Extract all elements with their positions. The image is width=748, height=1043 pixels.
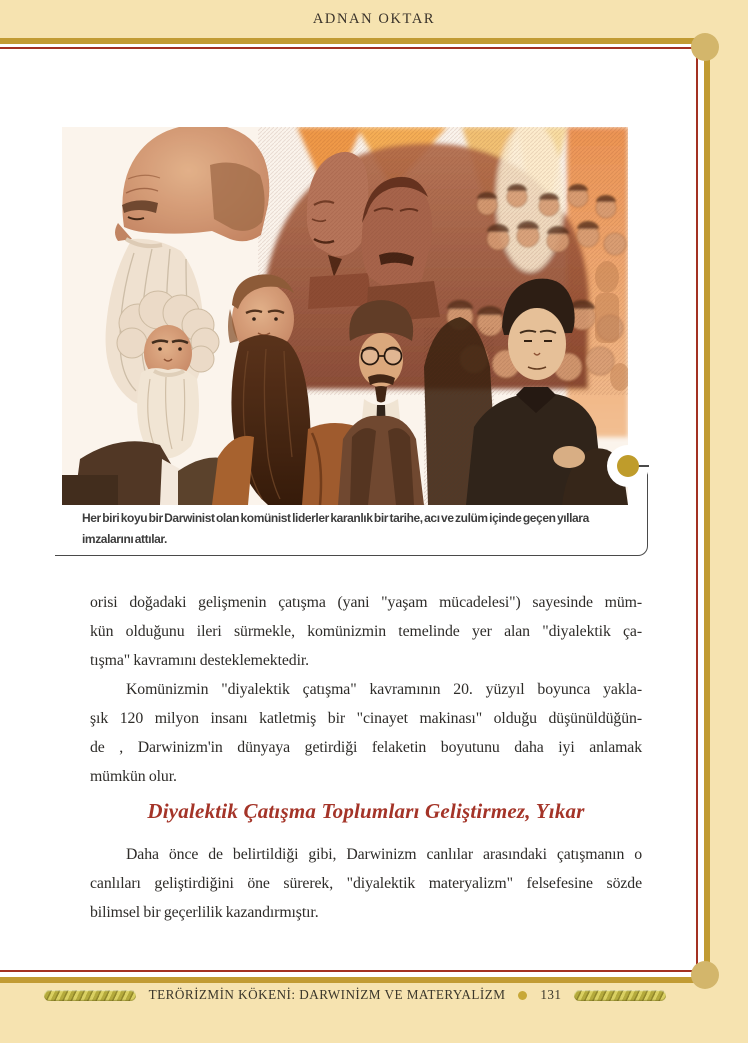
running-header-title: ADNAN OKTAR [312,10,436,27]
paragraph-line: şık 120 milyon insanı katletmiş bir "cinayet makinası" olduğu düşünüldüğün- [90,710,642,727]
top-gold-rule [0,38,710,44]
communist-leaders-collage [62,127,628,505]
right-red-rule [696,47,698,972]
rope-ornament-icon [44,990,136,1001]
top-red-rule [0,47,698,49]
page-number: 131 [540,987,562,1002]
section-heading: Diyalektik Çatışma Toplumları Geliştirmez, Yıkar [147,799,585,823]
bullet-icon [518,991,527,1000]
right-gold-rule [704,38,710,984]
paragraph-line: canlıları geliştirdiğini öne sürerek, "diyalektik materyalizm" felsefesine sözde [90,875,642,892]
corner-circle-icon [691,33,719,61]
footer-title: TERÖRİZMİN KÖKENİ: DARWINİZM VE MATERYALİZM [148,987,506,1002]
bottom-gold-rule [0,977,710,983]
photo-caption: Her biri koyu bir Darwinist olan komünist liderler karanlık bir tarihe, acı ve zulüm içinde geçen yıllara imzalarını attılar. [82,511,589,546]
paragraph-line: tışma" kavramını desteklemektedir. [90,652,309,669]
paragraph-line: orisi doğadaki gelişmenin çatışma (yani "yaşam mücadelesi") sayesinde müm- [90,594,642,611]
paragraph-line: Daha önce de belirtildiği gibi, Darwinizm canlılar arasındaki çatışmanın o [126,846,642,863]
collage-illustration [62,127,628,505]
rope-ornament-icon [574,990,666,1001]
body-text-column [90,588,642,927]
page-header-band [0,0,748,38]
paragraph-line: mümkün olur. [90,768,177,785]
gold-dot-icon [617,455,639,477]
paragraph-line: kün olduğunu ileri sürmekle, komünizmin temelinde yer alan "diyalektik ça- [90,623,642,640]
bottom-red-rule [0,970,698,972]
paragraph-line: bilimsel bir geçerlilik kazandırmıştır. [90,904,319,921]
paragraph-line: Komünizmin "diyalektik çatışma" kavramının 20. yüzyıl boyunca yakla- [126,681,642,698]
paragraph-line: de , Darwinizm'in dünyaya getirdiği felaketin boyutunu daha iyi anlamak [90,739,642,756]
page-footer [0,984,710,1006]
right-margin-band [710,38,748,1043]
